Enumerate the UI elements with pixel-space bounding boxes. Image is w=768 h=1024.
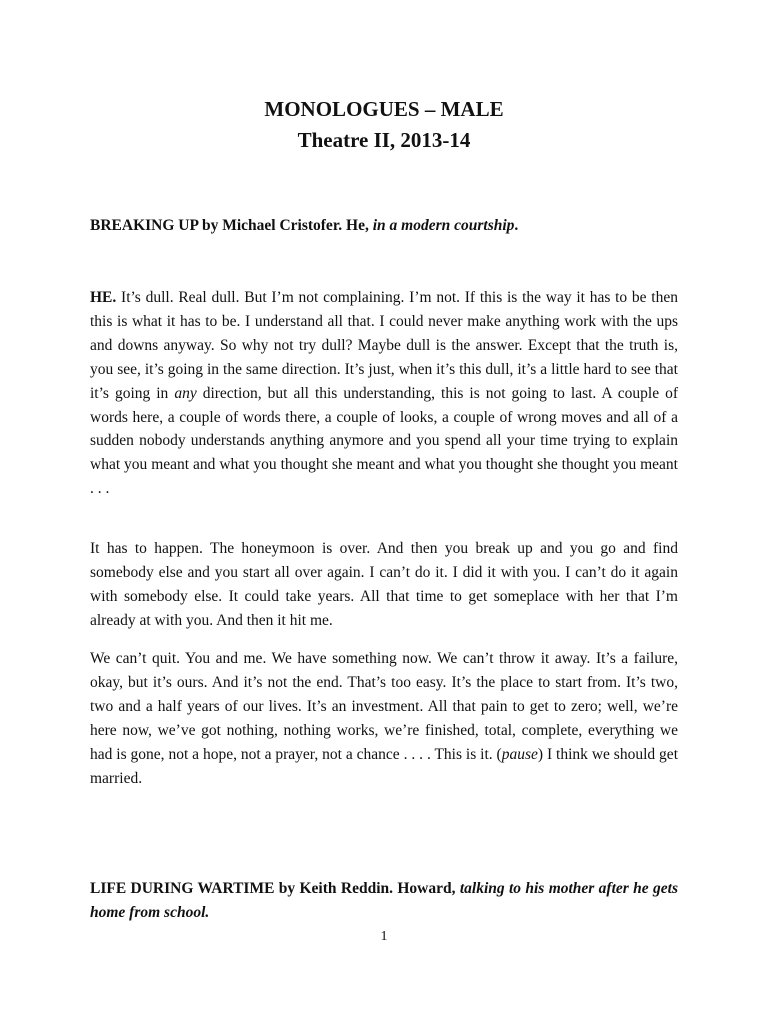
monologue-heading-breaking-up — [90, 214, 678, 238]
page-number: 1 — [380, 929, 388, 944]
heading-italic-text: in a modern courtship — [372, 217, 515, 234]
heading-italic-text: talking to his mother after he gets home from school. — [90, 880, 678, 921]
heading-text: BREAKING UP by Michael Cristofer. He, — [90, 217, 373, 234]
paragraph-text: direction, but all this understanding, this is not going to last. A couple of words here, a couple of words there, a couple of looks, a couple of wrong moves and all of a sudden nobody understands anything anymore and you spend all your time trying to explain what you meant and what you thought she meant and what you thought she thought you meant . . . — [90, 384, 678, 498]
monologue-paragraph-3 — [90, 647, 678, 790]
document-title: MONOLOGUES – MALE — [264, 97, 504, 121]
stage-direction: pause — [501, 745, 538, 763]
monologue-heading-life-during-wartime — [90, 877, 678, 924]
heading-text: LIFE DURING WARTIME by Keith Reddin. Howard, — [90, 880, 460, 897]
monologue-paragraph-1 — [90, 286, 678, 501]
paragraph-text: ) I think we should get married. — [90, 745, 678, 787]
speaker-name: HE. — [90, 289, 117, 306]
heading-punctuation: . — [514, 217, 519, 234]
paragraph-text: We can’t quit. You and me. We have something now. We can’t throw it away. It’s a failure, okay, but it’s ours. And it’s not the end. That’s too easy. It’s the place to start from. It’s two, two and a half years of our lives. It’s an investment. All that pain to get to zero; well, we’re here now, we’ve got nothing, nothing works, we’re finished, total, complete, everything we had is gone, not a hope, not a prayer, not a chance . . . . This is it. ( — [90, 650, 678, 763]
paragraph-text: It’s dull. Real dull. But I’m not complaining. I’m not. If this is the way it has to be then this is what it has to be. I understand all that. I could never make anything work with the ups and downs anyway. So why not try dull? Maybe dull is the answer. Except that the truth is, you see, it’s going in the same direction. It’s just, when it’s this dull, it’s a little hard to see that it’s going in — [90, 289, 678, 402]
monologue-paragraph-2: It has to happen. The honeymoon is over. And then you break up and you go and find somebody else and you start all over again. I can’t do it. I did it with you. I can’t do it again with somebody else. It could take years. All that time to get someplace with her that I’m already at with you. And then it hit me. — [90, 540, 678, 629]
emphasis-text: any — [174, 384, 197, 402]
document-subtitle: Theatre II, 2013-14 — [297, 128, 471, 152]
